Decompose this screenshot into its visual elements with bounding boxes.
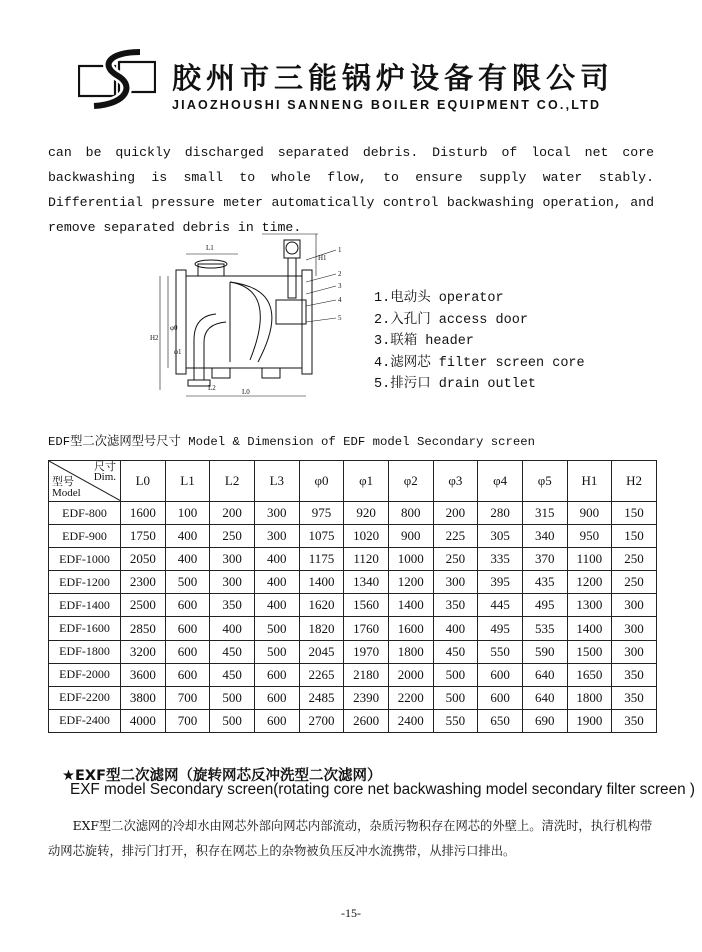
- diagram-callout: 2: [338, 270, 342, 278]
- table-cell: 400: [254, 571, 299, 594]
- intro-paragraph: can be quickly discharged separated debris. Disturb of local net core backwashing is small to whole flow, to ensure supply water stably. Differential pressure meter automatically control backwashing operation, and remove separated debris in time.: [48, 145, 654, 235]
- table-row: [49, 686, 657, 709]
- table-cell: 1175: [299, 548, 344, 571]
- table-cell: 920: [344, 502, 389, 525]
- table-cell: 600: [165, 594, 210, 617]
- table-cell: 400: [254, 594, 299, 617]
- model-cell: EDF-900: [49, 525, 121, 548]
- table-cell: 250: [612, 548, 657, 571]
- table-cell: 3800: [121, 686, 166, 709]
- table-cell: 1200: [567, 571, 612, 594]
- legend-item: 2.入孔门 access door: [374, 312, 528, 328]
- table-cell: 1900: [567, 709, 612, 732]
- table-cell: 1200: [388, 571, 433, 594]
- table-cell: 1075: [299, 525, 344, 548]
- column-header: φ3: [433, 461, 478, 502]
- table-row: [49, 663, 657, 686]
- table-cell: 590: [522, 640, 567, 663]
- diagram-label: φ0: [170, 324, 178, 332]
- table-cell: 225: [433, 525, 478, 548]
- table-row: [49, 571, 657, 594]
- column-header: φ5: [522, 461, 567, 502]
- table-row: [49, 709, 657, 732]
- table-cell: 1400: [299, 571, 344, 594]
- diagram-callout: 1: [338, 246, 342, 254]
- table-cell: 1120: [344, 548, 389, 571]
- table-cell: 300: [612, 594, 657, 617]
- dimension-table: [48, 460, 657, 733]
- table-cell: 450: [210, 640, 255, 663]
- corner-model-cn: 型号: [52, 476, 74, 488]
- table-cell: 4000: [121, 709, 166, 732]
- table-cell: 2045: [299, 640, 344, 663]
- legend-item: 1.电动头 operator: [374, 291, 504, 306]
- model-cell: EDF-2200: [49, 686, 121, 709]
- table-cell: 690: [522, 709, 567, 732]
- table-cell: 1400: [388, 594, 433, 617]
- exf-section-title: ★EXF型二次滤网（旋转网芯反冲洗型二次滤网）: [62, 768, 382, 784]
- model-cell: EDF-800: [49, 502, 121, 525]
- legend-item: 3.联箱 header: [374, 334, 474, 349]
- model-cell: EDF-1400: [49, 594, 121, 617]
- column-header: H2: [612, 461, 657, 502]
- table-cell: 200: [210, 502, 255, 525]
- table-cell: 1300: [567, 594, 612, 617]
- table-cell: 2200: [388, 686, 433, 709]
- table-row: [49, 548, 657, 571]
- column-header: L1: [165, 461, 210, 502]
- table-row: [49, 617, 657, 640]
- table-cell: 300: [612, 640, 657, 663]
- table-cell: 600: [478, 686, 523, 709]
- table-cell: 2485: [299, 686, 344, 709]
- table-cell: 500: [433, 686, 478, 709]
- table-row: [49, 640, 657, 663]
- table-cell: 640: [522, 663, 567, 686]
- table-cell: 2000: [388, 663, 433, 686]
- table-header-row: [49, 461, 657, 502]
- table-cell: 950: [567, 525, 612, 548]
- table-cell: 150: [612, 502, 657, 525]
- table-cell: 2050: [121, 548, 166, 571]
- table-cell: 640: [522, 686, 567, 709]
- table-row: [49, 502, 657, 525]
- exf-section-subtitle: EXF model Secondary screen(rotating core net backwashing model secondary filter screen ): [70, 781, 695, 798]
- table-cell: 3200: [121, 640, 166, 663]
- table-cell: 900: [567, 502, 612, 525]
- model-cell: EDF-1200: [49, 571, 121, 594]
- table-cell: 650: [478, 709, 523, 732]
- table-cell: 500: [433, 663, 478, 686]
- table-cell: 550: [478, 640, 523, 663]
- diagram-label: L0: [242, 388, 250, 396]
- table-cell: 1620: [299, 594, 344, 617]
- table-cell: 315: [522, 502, 567, 525]
- table-cell: 280: [478, 502, 523, 525]
- diagram-legend: [374, 288, 585, 396]
- column-header: φ0: [299, 461, 344, 502]
- table-cell: 400: [210, 617, 255, 640]
- table-cell: 340: [522, 525, 567, 548]
- table-cell: 1650: [567, 663, 612, 686]
- table-cell: 2300: [121, 571, 166, 594]
- table-cell: 800: [388, 502, 433, 525]
- table-cell: 200: [433, 502, 478, 525]
- column-header: L3: [254, 461, 299, 502]
- table-cell: 1020: [344, 525, 389, 548]
- model-cell: EDF-2000: [49, 663, 121, 686]
- diagram-label: H2: [150, 334, 159, 342]
- table-cell: 335: [478, 548, 523, 571]
- diagram-callout: 3: [338, 282, 342, 290]
- company-logo: [78, 48, 156, 110]
- table-cell: 305: [478, 525, 523, 548]
- table-cell: 500: [254, 617, 299, 640]
- table-cell: 350: [433, 594, 478, 617]
- table-body: [49, 502, 657, 733]
- table-cell: 500: [210, 709, 255, 732]
- table-cell: 150: [612, 525, 657, 548]
- diagram-callout: 5: [338, 314, 342, 322]
- table-cell: 250: [612, 571, 657, 594]
- table-cell: 100: [165, 502, 210, 525]
- table-cell: 1600: [388, 617, 433, 640]
- table-cell: 400: [165, 548, 210, 571]
- table-cell: 1400: [567, 617, 612, 640]
- table-cell: 1970: [344, 640, 389, 663]
- table-cell: 600: [478, 663, 523, 686]
- model-cell: EDF-2400: [49, 709, 121, 732]
- table-cell: 350: [210, 594, 255, 617]
- column-header: H1: [567, 461, 612, 502]
- table-cell: 2390: [344, 686, 389, 709]
- table-cell: 1820: [299, 617, 344, 640]
- model-cell: EDF-1000: [49, 548, 121, 571]
- table-cell: 395: [478, 571, 523, 594]
- table-cell: 2500: [121, 594, 166, 617]
- table-caption: EDF型二次滤网型号尺寸 Model & Dimension of EDF model Secondary screen: [48, 435, 536, 449]
- table-cell: 445: [478, 594, 523, 617]
- table-cell: 250: [210, 525, 255, 548]
- table-cell: 300: [612, 617, 657, 640]
- table-cell: 600: [254, 709, 299, 732]
- table-cell: 2850: [121, 617, 166, 640]
- table-cell: 900: [388, 525, 433, 548]
- table-cell: 3600: [121, 663, 166, 686]
- diagram-label: H1: [318, 254, 327, 262]
- table-cell: 2700: [299, 709, 344, 732]
- table-row: [49, 594, 657, 617]
- table-cell: 350: [612, 709, 657, 732]
- table-cell: 600: [165, 663, 210, 686]
- table-cell: 1800: [567, 686, 612, 709]
- table-cell: 500: [165, 571, 210, 594]
- table-cell: 495: [522, 594, 567, 617]
- table-cell: 550: [433, 709, 478, 732]
- corner-dim-en: Dim.: [93, 471, 116, 483]
- table-cell: 2265: [299, 663, 344, 686]
- diagram-label: φ1: [174, 348, 182, 356]
- table-cell: 2400: [388, 709, 433, 732]
- table-cell: 1750: [121, 525, 166, 548]
- table-cell: 300: [254, 525, 299, 548]
- table-cell: 600: [165, 617, 210, 640]
- table-cell: 975: [299, 502, 344, 525]
- model-cell: EDF-1600: [49, 617, 121, 640]
- table-cell: 400: [254, 548, 299, 571]
- column-header: L0: [121, 461, 166, 502]
- table-cell: 370: [522, 548, 567, 571]
- column-header: φ2: [388, 461, 433, 502]
- corner-model-en: Model: [52, 487, 81, 499]
- table-cell: 1760: [344, 617, 389, 640]
- table-row: [49, 525, 657, 548]
- legend-item: 5.排污口 drain outlet: [374, 377, 537, 392]
- table-cell: 1000: [388, 548, 433, 571]
- diagram-label: L2: [208, 384, 216, 392]
- table-corner-header: [49, 461, 121, 502]
- diagram-callout: 4: [338, 296, 342, 304]
- table-cell: 600: [254, 686, 299, 709]
- table-cell: 700: [165, 686, 210, 709]
- company-name-en: JIAOZHOUSHI SANNENG BOILER EQUIPMENT CO.,LTD: [172, 98, 602, 112]
- table-cell: 500: [210, 686, 255, 709]
- table-cell: 250: [433, 548, 478, 571]
- corner-dim-cn: 尺寸: [94, 461, 116, 473]
- table-cell: 1340: [344, 571, 389, 594]
- table-cell: 450: [210, 663, 255, 686]
- column-header: φ4: [478, 461, 523, 502]
- table-cell: 1500: [567, 640, 612, 663]
- table-cell: 450: [433, 640, 478, 663]
- table-cell: 1560: [344, 594, 389, 617]
- table-cell: 600: [254, 663, 299, 686]
- table-cell: 600: [165, 640, 210, 663]
- table-cell: 495: [478, 617, 523, 640]
- company-name-cn: 胶州市三能锅炉设备有限公司: [172, 61, 615, 95]
- column-header: φ1: [344, 461, 389, 502]
- table-cell: 300: [254, 502, 299, 525]
- exf-description: EXF型二次滤网的冷却水由网芯外部向网芯内部流动，杂质污物积存在网芯的外壁上。清洗时，执行机构带动网芯旋转，排污门打开，积存在网芯上的杂物被负压反冲水流携带，从排污口排出。: [48, 819, 653, 858]
- model-cell: EDF-1800: [49, 640, 121, 663]
- edf-filter-diagram: [146, 230, 356, 402]
- table-cell: 300: [433, 571, 478, 594]
- table-cell: 2600: [344, 709, 389, 732]
- table-cell: 350: [612, 686, 657, 709]
- diagram-label: L1: [206, 244, 214, 252]
- table-cell: 1100: [567, 548, 612, 571]
- table-cell: 500: [254, 640, 299, 663]
- table-cell: 300: [210, 571, 255, 594]
- table-cell: 300: [210, 548, 255, 571]
- page-number: -15-: [341, 906, 361, 920]
- legend-item: 4.滤网芯 filter screen core: [374, 355, 585, 371]
- table-cell: 350: [612, 663, 657, 686]
- column-header: L2: [210, 461, 255, 502]
- table-cell: 700: [165, 709, 210, 732]
- table-cell: 435: [522, 571, 567, 594]
- table-cell: 1800: [388, 640, 433, 663]
- table-cell: 400: [165, 525, 210, 548]
- table-cell: 2180: [344, 663, 389, 686]
- table-cell: 1600: [121, 502, 166, 525]
- table-cell: 400: [433, 617, 478, 640]
- table-cell: 535: [522, 617, 567, 640]
